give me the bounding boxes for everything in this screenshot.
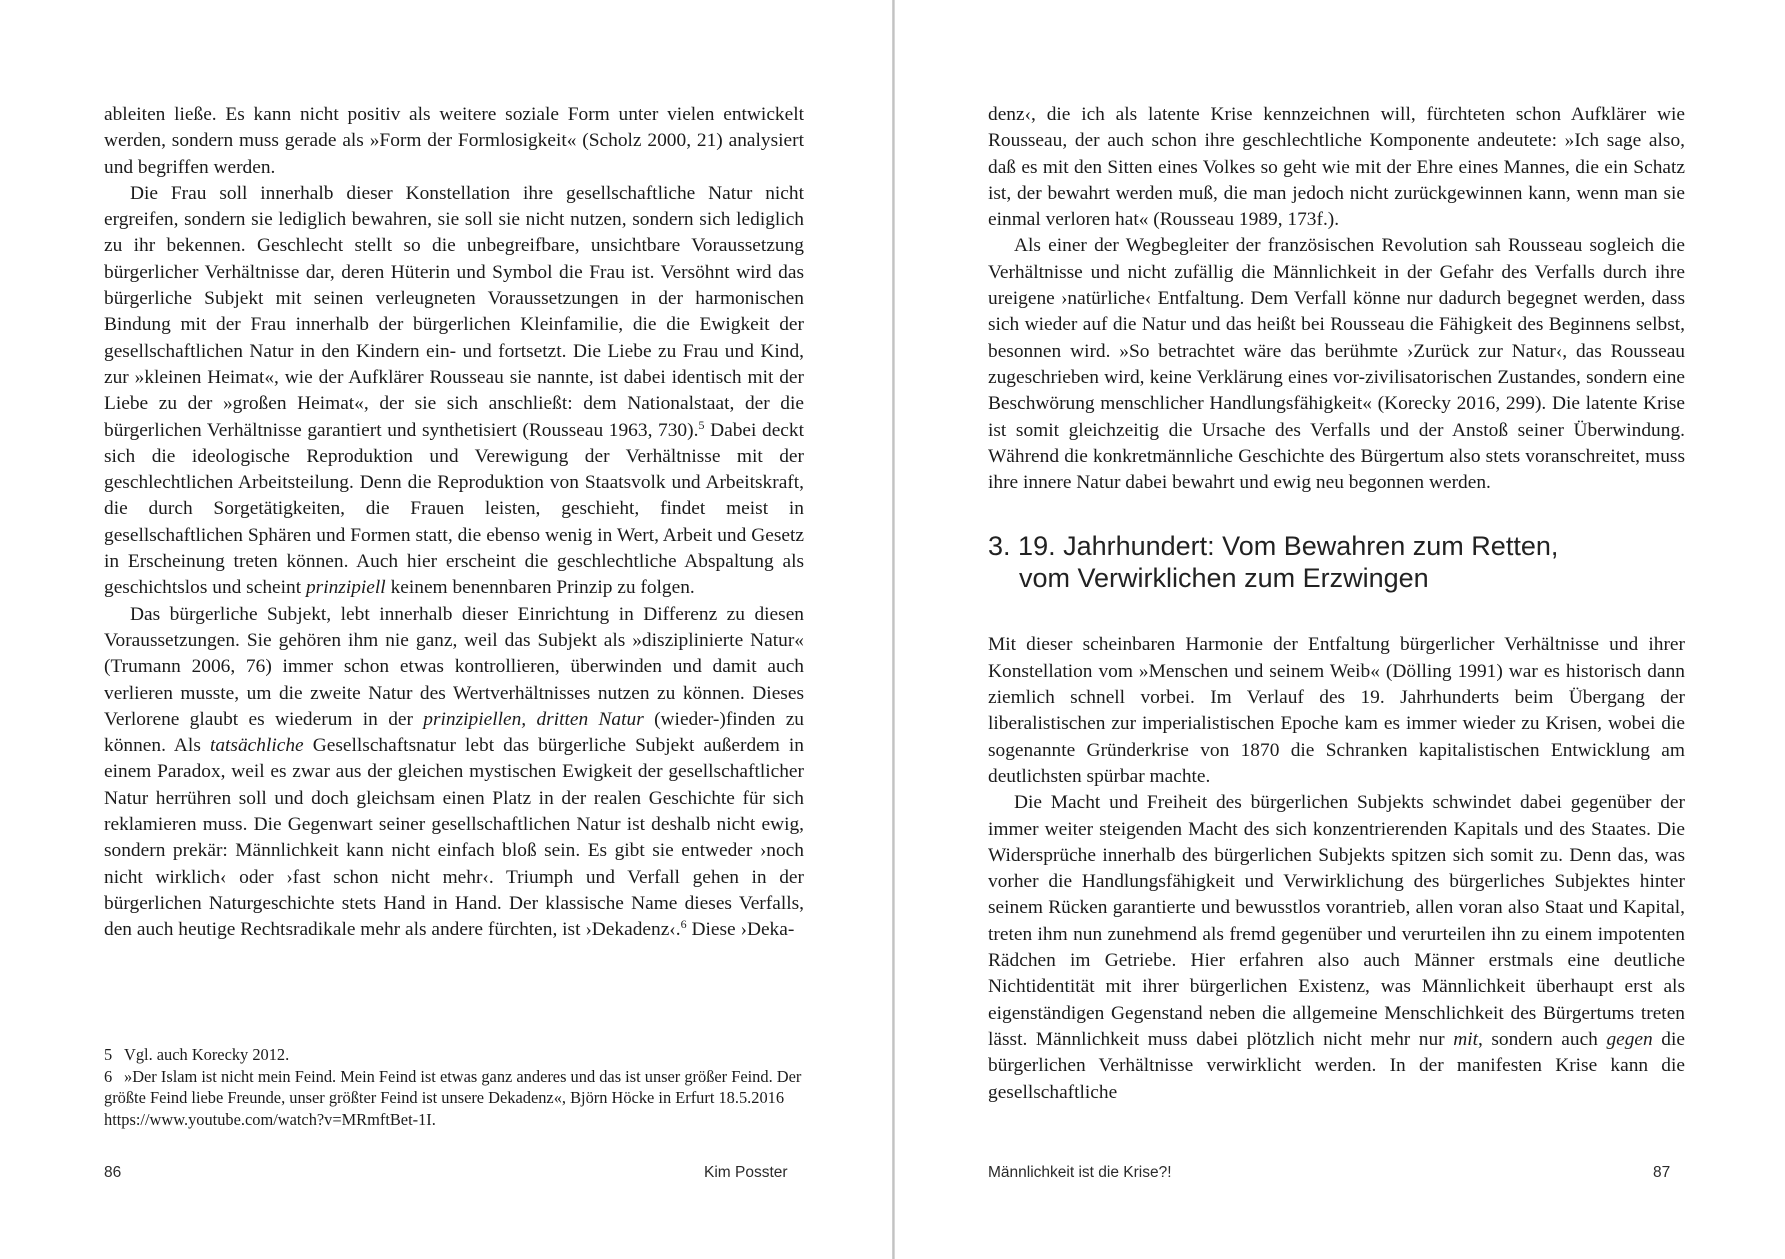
section-heading: 3. 19. Jahrhundert: Vom Bewahren zum Retten, vom Verwirklichen zum Erzwingen xyxy=(988,531,1559,594)
paragraph: Die Frau soll innerhalb dieser Konstellation ihre gesellschaftliche Natur nicht ergreifen, sondern sie lediglich bewahren, sie soll sie nicht nutzen, sondern sich lediglich zu ihr bekennen. Geschlecht stellt so die unbegreifbare, unsichtbare Voraussetzung bürgerlicher Verhältnisse dar, deren Hüterin und Symbol die Frau ist. Versöhnt wird das bürgerliche Subjekt mit seinen verleugneten Voraussetzungen in der harmonischen Bindung mit der Frau innerhalb der bürgerlichen Kleinfamilie, die die Ewigkeit der gesellschaftlichen Natur in den Kindern ein- und fortsetzt. Die Liebe zu Frau und Kind, zur »kleinen Heimat«, wie der Aufklärer Rousseau sie nannte, ist dabei identisch mit der Liebe zu der »großen Heimat«, der sie sich anschließt: dem Nationalstaat, der die bürgerlichen Verhältnisse garantiert und synthetisiert (Rousseau 1963, 730).$^5$ Dabei deckt sich die ideologische Reproduktion und Verewigung der Verhältnisse mit der geschlechtlichen Arbeitsteilung. Denn die Reproduktion von Staatsvolk und Arbeitskraft, die durch Sorgetätigkeiten, die Frauen leisten, geschieht, findet meist in gesellschaftlichen Sphären und Formen statt, die ebenso wenig in Wert, Arbeit und Gesetz in Erscheinung treten können. Auch hier erscheint die geschlechtliche Abspaltung als geschichtslos und scheint prinzipiell keinem benennbaren Prinzip zu folgen. xyxy=(104,182,804,599)
page-number: 86 xyxy=(104,1164,122,1181)
right-page xyxy=(895,0,1785,1259)
right-text-block xyxy=(988,102,1685,1106)
footnote-ref: 5 xyxy=(698,417,705,432)
paragraph: Als einer der Wegbegleiter der französischen Revolution sah Rousseau sogleich die Verhältnisse und nicht zufällig die Männlichkeit in der Gefahr des Verfalls durch ihre ureigene ›natürliche‹ Entfaltung. Dem Verfall könne nur dadurch begegnet werden, dass sich wieder auf die Natur und das heißt bei Rousseau die Fähigkeit des Beginnens selbst, besonnen wird. »So betrachtet wäre das berühmte ›Zurück zur Natur‹, das Rousseau zugeschrieben wird, keine Verklärung eines vor-zivilisatorischen Zustandes, sondern eine Beschwörung menschlicher Handlungsfähigkeit« (Korecky 2016, 299). Die latente Krise ist somit gleichzeitig die Ursache des Verfalls und der Anstoß seiner Überwindung. Während die konkretmännliche Geschichte des Bürgertum also stets voranschreitet, muss ihre innere Natur dabei bewahrt und ewig neu begonnen werden. xyxy=(988,235,1685,494)
page-number: 87 xyxy=(1653,1164,1671,1181)
paragraph: Die Macht und Freiheit des bürgerlichen Subjekts schwindet dabei gegenüber der immer weiter steigenden Macht des sich konzentrierenden Kapitals und des Staates. Die Widersprüche innerhalb des bürgerlichen Subjekts spitzen sich somit zu. Denn das, was vorher die Handlungsfähigkeit und Verwirklichung des bürgerliches Subjektes hinter seinem Rücken garantierte und bewusstlos vorantrieb, allen voran also Staat und Kapital, treten ihm nun zunehmend als fremd gegenüber und verurteilen ihn zu einem impotenten Rädchen im Getriebe. Hier erfahren also auch Männer erstmals eine deutliche Nichtidentität mit ihrer bürgerlichen Existenz, was Männlichkeit überhaupt erst als eigenständigen Gegenstand neben die allgemeine Menschlichkeit des Bürgertums treten lässt. Männlichkeit muss dabei plötzlich nicht mehr nur mit, sondern auch gegen die bürgerlichen Verhältnisse verwirklicht werden. In der manifesten Krise kann die gesellschaftliche xyxy=(988,792,1685,1103)
paragraph: Das bürgerliche Subjekt, lebt innerhalb dieser Einrichtung in Differenz zu diesen Voraussetzungen. Sie gehören ihm nie ganz, weil das Subjekt als »disziplinierte Natur« (Trumann 2006, 76) immer schon etwas kontrollieren, überwinden und damit auch verlieren musste, um die zweite Natur des Wertverhältnisses nutzen zu können. Dieses Verlorene glaubt es wiederum in der prinzipiellen, dritten Natur (wieder-)finden zu können. Als tatsächliche Gesellschaftsnatur lebt das bürgerliche Subjekt außerdem in einem Paradox, weil es zwar aus der gleichen mystischen Ewigkeit der gesellschaftlicher Natur herrühren soll und doch gleichsam einen Platz in der realen Geschichte für sich reklamieren muss. Die Gegenwart seiner gesellschaftlichen Natur ist deshalb nicht ewig, sondern prekär: Männlichkeit kann nicht einfach bloß sein. Es gibt sie entweder ›noch nicht wirklich‹ oder ›fast schon nicht mehr‹. Triumph und Verfall gehen in der bürgerlichen Naturgeschichte stets Hand in Hand. Der klassische Name dieses Verfalls, den auch heutige Rechtsradikale mehr als andere fürchten, ist ›Dekadenz‹.$^6$ Diese ›Deka- xyxy=(104,603,804,941)
paragraph: denz‹, die ich als latente Krise kennzeichnen will, fürchteten schon Aufklärer wie Rousseau, der auch schon ihre geschlechtliche Komponente andeutete: »Ich sage also, daß es mit den Sitten eines Volkes so geht wie mit der Ehre eines Mannes, die ein Schatz ist, der bewahrt werden muß, die man jedoch nicht zurückgewinnen kann, wenn man sie einmal verloren hat« (Rousseau 1989, 173f.). xyxy=(988,104,1685,231)
footnote: 6 »Der Islam ist nicht mein Feind. Mein Feind ist etwas ganz anderes und das ist unser größer Feind. Der größte Feind liebe Freunde, unser größter Feind ist unsere Dekadenz«, Björn Höcke in Erfurt 18.5.2016 https://www.youtube.com/watch?v=MRmftBet-1I. xyxy=(104,1066,802,1129)
footnote-ref: 6 xyxy=(680,917,687,932)
running-head: Männlichkeit ist die Krise?! xyxy=(988,1164,1172,1181)
footnote: 5 Vgl. auch Korecky 2012. xyxy=(104,1045,290,1064)
paragraph: ableiten ließe. Es kann nicht positiv als weitere soziale Form unter vielen entwickelt werden, sondern muss gerade als »Form der Formlosigkeit« (Scholz 2000, 21) analysiert und begriffen werden. xyxy=(104,104,804,178)
paragraph: Mit dieser scheinbaren Harmonie der Entfaltung bürgerlicher Verhältnisse und ihrer Konstellation vom »Menschen und seinem Weib« (Dölling 1991) war es historisch dann ziemlich schnell vorbei. Im Verlauf des 19. Jahrhunderts beim Übergang der liberalistischen zur imperialistischen Epoche kam es immer wieder zu Krisen, wobei die sogenannte Gründerkrise von 1870 die Schranken kapitalistischen Entwicklung am deutlichsten spürbar machte. xyxy=(988,634,1685,787)
left-page xyxy=(0,0,892,1259)
left-text-block xyxy=(104,102,804,944)
running-head: Kim Posster xyxy=(704,1164,788,1181)
footnotes xyxy=(104,1044,804,1130)
